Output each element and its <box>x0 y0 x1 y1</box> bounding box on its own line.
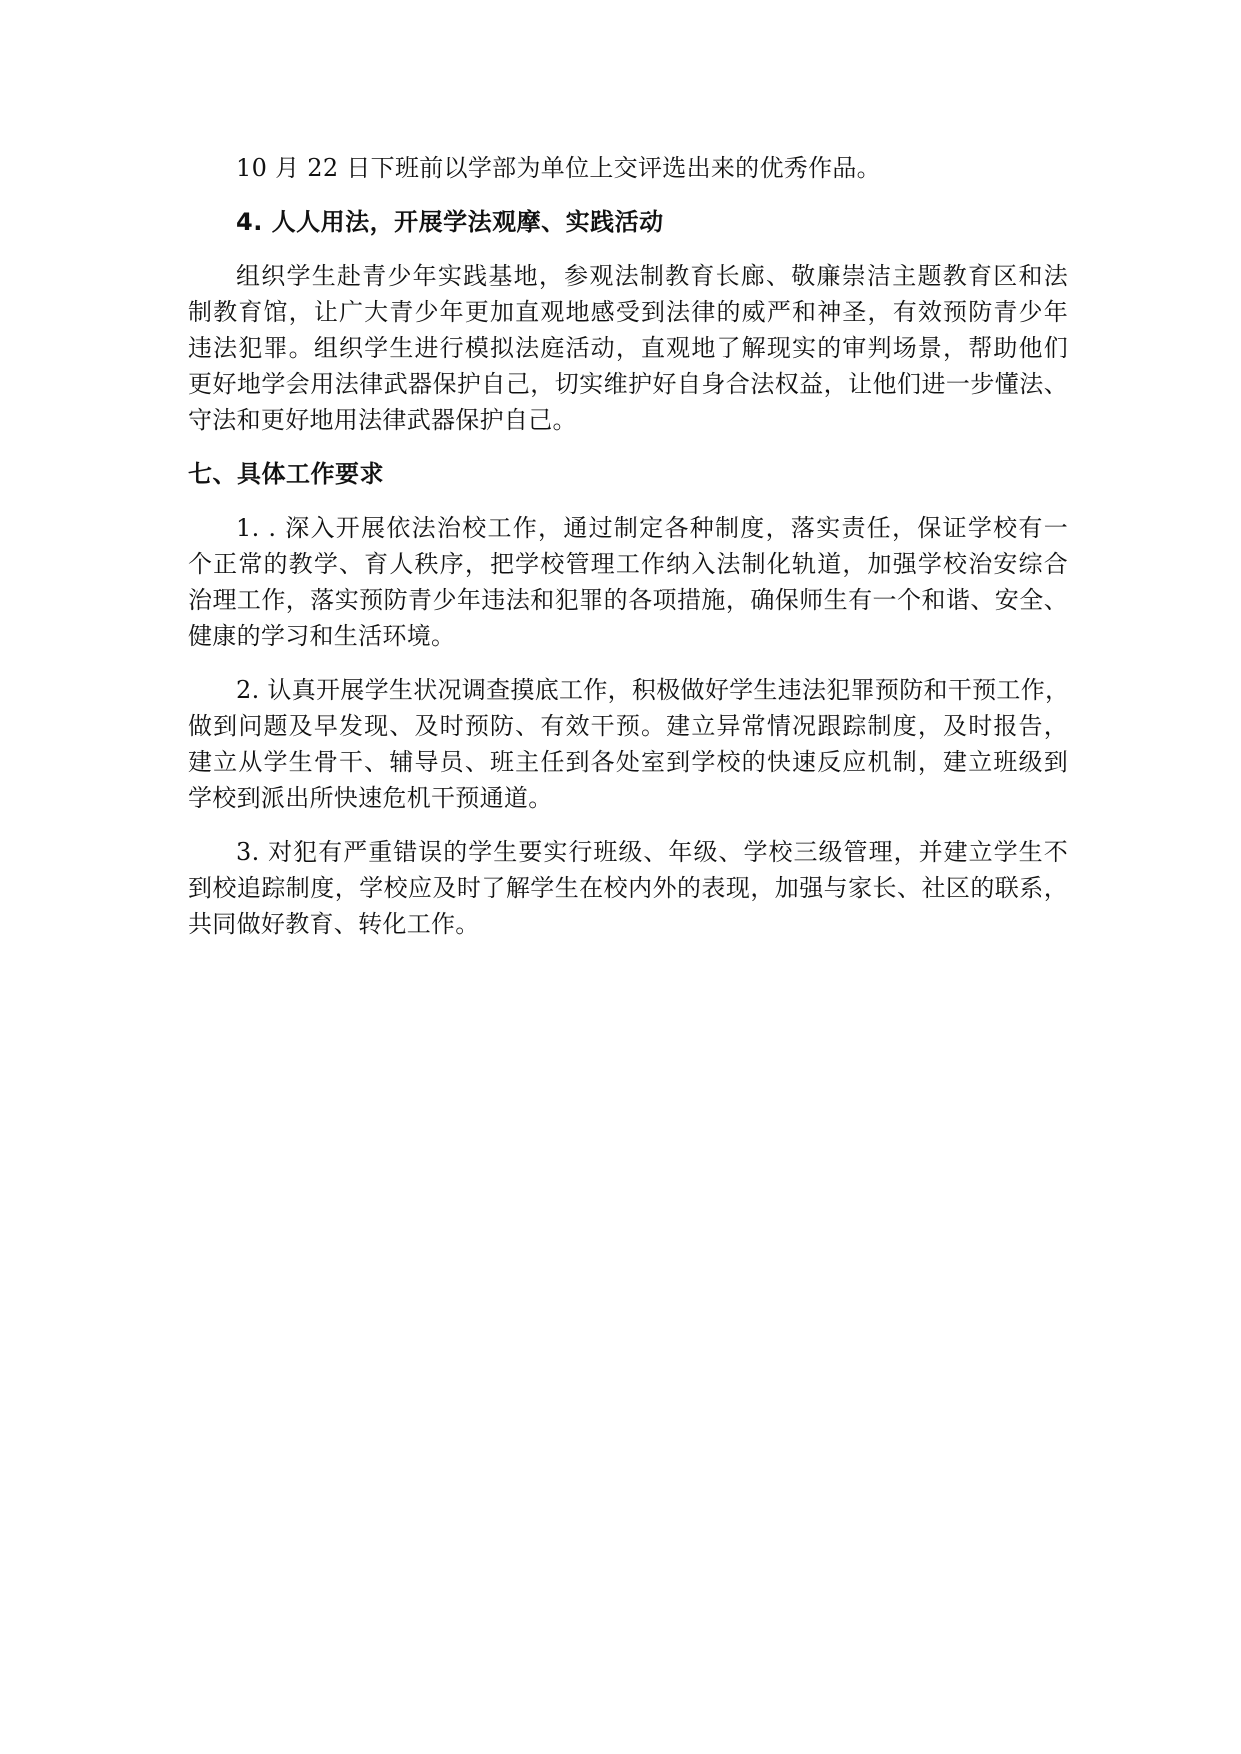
text-line: 守法和更好地用法律武器保护自己。 <box>188 406 577 434</box>
paragraph-item-3 <box>188 834 1068 942</box>
text-line: 个正常的教学、育人秩序，把学校管理工作纳入法制化轨道，加强学校治安综合 <box>188 550 1068 578</box>
text-line: 建立从学生骨干、辅导员、班主任到各处室到学校的快速反应机制，建立班级到 <box>188 748 1068 776</box>
text-line: 治理工作，落实预防青少年违法和犯罪的各项措施，确保师生有一个和谐、安全、 <box>188 586 1068 614</box>
text-line: 更好地学会用法律武器保护自己，切实维护好自身合法权益，让他们进一步懂法、 <box>188 370 1068 398</box>
text-line: 共同做好教育、转化工作。 <box>188 910 480 938</box>
text-line: 违法犯罪。组织学生进行模拟法庭活动，直观地了解现实的审判场景，帮助他们 <box>188 334 1068 362</box>
text-line: 组织学生赴青少年实践基地，参观法制教育长廊、敬廉崇洁主题教育区和法 <box>236 262 1068 290</box>
paragraph-item-2 <box>188 672 1068 816</box>
subheading-4: 4. 人人用法，开展学法观摩、实践活动 <box>236 208 664 236</box>
document-body <box>188 150 1068 942</box>
text-line: 2. 认真开展学生状况调查摸底工作，积极做好学生违法犯罪预防和干预工作， <box>236 676 1070 704</box>
section-heading-7: 七、具体工作要求 <box>188 460 384 488</box>
paragraph-item-1 <box>188 510 1068 654</box>
paragraph-submission-deadline <box>188 150 1068 186</box>
text-line: 做到问题及早发现、及时预防、有效干预。建立异常情况跟踪制度，及时报告， <box>188 712 1068 740</box>
paragraph-practice-activities <box>188 258 1068 438</box>
text-line: 到校追踪制度，学校应及时了解学生在校内外的表现，加强与家长、社区的联系， <box>188 874 1068 902</box>
text-line: 3. 对犯有严重错误的学生要实行班级、年级、学校三级管理，并建立学生不 <box>236 838 1068 866</box>
text-line: 10 月 22 日下班前以学部为单位上交评选出来的优秀作品。 <box>236 154 881 182</box>
text-line: 制教育馆，让广大青少年更加直观地感受到法律的威严和神圣，有效预防青少年 <box>188 298 1068 326</box>
text-line: 健康的学习和生活环境。 <box>188 622 456 650</box>
text-line: 学校到派出所快速危机干预通道。 <box>188 784 553 812</box>
text-line: 1. . 深入开展依法治校工作，通过制定各种制度，落实责任，保证学校有一 <box>236 514 1068 542</box>
